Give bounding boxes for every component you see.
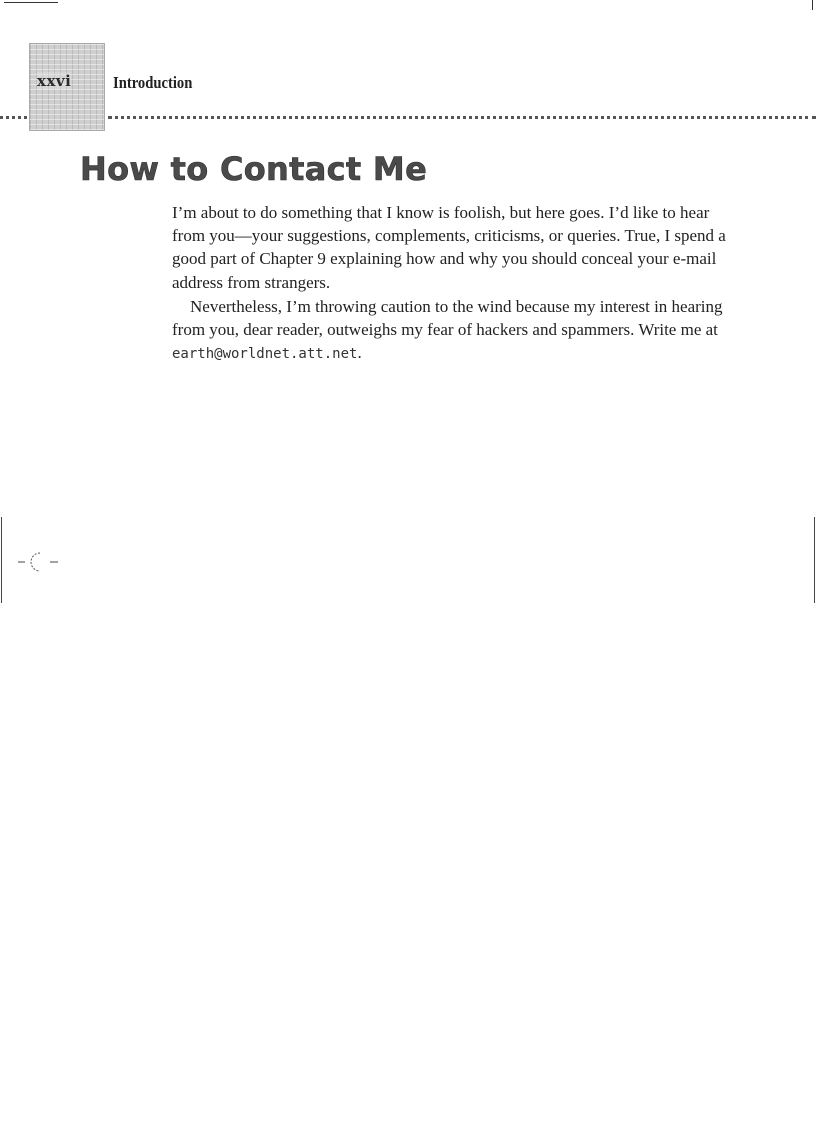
- paragraph-2-text: Nevertheless, I’m throwing caution to the wind because my interest in hearing from you, dear reader, outweighs my fear of hackers and spammers. Write me at: [172, 296, 723, 340]
- running-head: Introduction: [113, 73, 193, 92]
- header-rule-left: [0, 116, 27, 119]
- margin-line-right: [814, 517, 815, 603]
- crop-mark-top-right: [812, 0, 813, 10]
- page-number: xxvi: [37, 72, 72, 90]
- crop-mark-top: [4, 2, 58, 3]
- paragraph-1: I’m about to do something that I know is foolish, but here goes. I’d like to hear from you—your suggestions, complements, criticisms, or queries. True, I spend a good part of Chapter 9 explaining how and why you should conceal your e-mail address from strangers.: [172, 203, 726, 292]
- body-text: [172, 201, 732, 366]
- email-address: earth@worldnet.att.net: [172, 346, 358, 363]
- margin-line-left: [1, 517, 2, 603]
- header-rule-right: [108, 116, 816, 119]
- registration-mark-icon: [18, 550, 60, 574]
- paragraph-2-end: .: [357, 343, 362, 363]
- paragraph-2: [172, 295, 732, 367]
- section-title: How to Contact Me: [80, 150, 428, 188]
